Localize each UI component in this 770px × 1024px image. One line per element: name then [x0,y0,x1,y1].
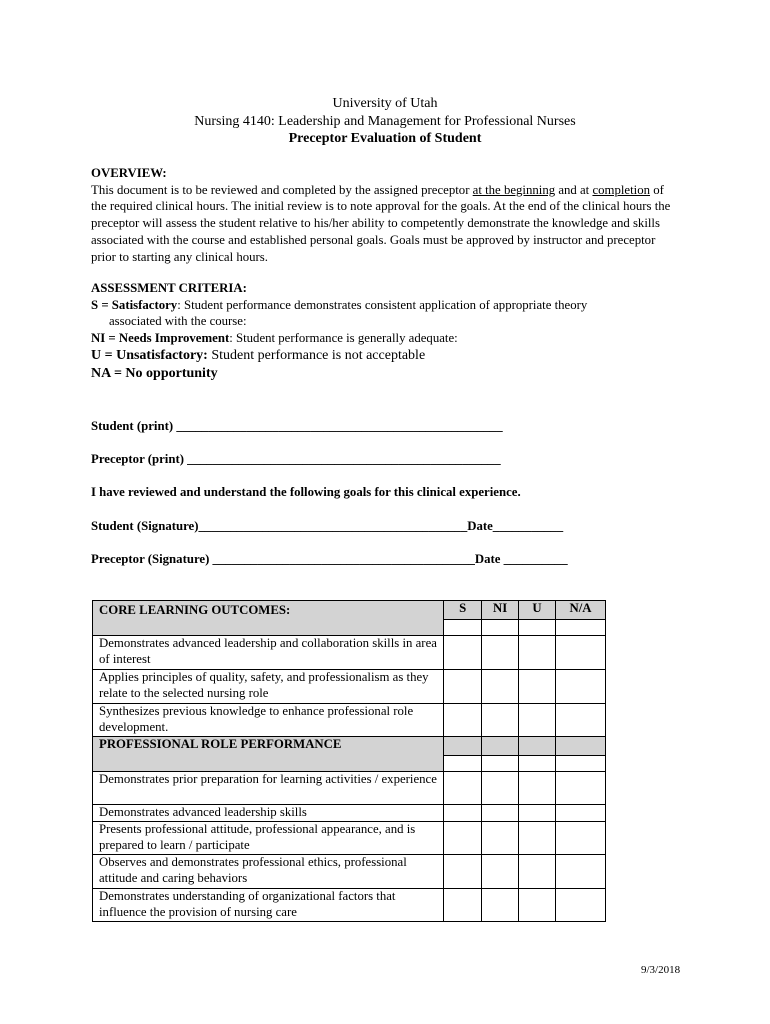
column-na: N/A [556,601,606,620]
rating-cell-u[interactable] [519,855,556,889]
course-title: Nursing 4140: Leadership and Management for Professional Nurses [194,113,576,129]
rating-cell-u[interactable] [519,636,556,670]
role-item: Presents professional attitude, professional appearance, and is prepared to learn / participate [93,822,444,855]
rating-cell-u[interactable] [519,805,556,822]
criteria-no-opportunity: NA = No opportunity [91,365,218,381]
column-s: S [444,601,482,620]
rating-cell-ni[interactable] [482,670,519,704]
table-row [93,889,606,922]
rating-cell-ni[interactable] [482,704,519,737]
table-row [93,670,606,704]
outcome-item: Synthesizes previous knowledge to enhance professional role development. [93,704,444,737]
role-performance-header-row [93,737,606,756]
rating-cell-ni[interactable] [482,805,519,822]
document-header [0,95,770,148]
table-row [93,704,606,737]
footer-date: 9/3/2018 [641,964,681,976]
table-row [93,805,606,822]
unsatisfactory-term: U = Unsatisfactory: [91,347,208,363]
overview-underline-beginning: at the beginning [472,182,556,197]
rating-cell-na[interactable] [556,636,606,670]
rating-cell-u[interactable] [519,772,556,805]
preceptor-signature-field[interactable]: Preceptor (Signature) _________________________________________Date __________ [91,552,568,566]
rating-cell-u[interactable] [519,670,556,704]
student-print-field[interactable]: Student (print) ___________________________________________________ [91,419,503,433]
evaluation-table [92,600,606,922]
rating-cell-na[interactable] [556,822,606,855]
university-name: University of Utah [332,96,438,111]
rating-cell-s[interactable] [444,855,482,889]
rating-cell-s[interactable] [444,772,482,805]
core-outcomes-header-row [93,601,606,620]
rating-cell-ni[interactable] [482,889,519,922]
rating-cell-u[interactable] [519,889,556,922]
table-row [93,822,606,855]
criteria-unsatisfactory [91,347,681,365]
rating-cell-s[interactable] [444,822,482,855]
core-outcomes-heading: CORE LEARNING OUTCOMES: [93,601,444,636]
form-title: Preceptor Evaluation of Student [288,131,482,146]
overview-underline-completion: completion [592,182,651,197]
rating-cell-na[interactable] [556,855,606,889]
table-row [93,855,606,889]
role-performance-heading: PROFESSIONAL ROLE PERFORMANCE [93,737,444,772]
role-item: Observes and demonstrates professional ethics, professional attitude and caring behaviors [93,855,444,889]
rating-cell-ni[interactable] [482,636,519,670]
acknowledgement-statement: I have reviewed and understand the following goals for this clinical experience. [91,485,521,499]
unsatisfactory-definition: Student performance is not acceptable [207,347,426,363]
rating-cell-s[interactable] [444,636,482,670]
role-item: Demonstrates prior preparation for learning activities / experience [93,772,444,805]
column-ni: NI [482,601,519,620]
role-item: Demonstrates advanced leadership skills [93,805,444,822]
overview-text-3: of the required clinical hours. The initial review is to note approval for the goals. At the end of the clinical hours the preceptor will assess the student relative to his/her ability to competently demonstrate the knowledge and skills associated with the course and established personal goals. Goals must be approved by instructor and preceptor prior to starting any clinical hours. [91,182,671,264]
criteria-needs-improvement [91,330,681,347]
rating-cell-na[interactable] [556,670,606,704]
preceptor-print-field[interactable]: Preceptor (print) _________________________________________________ [91,452,501,466]
rating-cell-s[interactable] [444,704,482,737]
rating-cell-na[interactable] [556,805,606,822]
criteria-satisfactory [91,297,681,314]
overview-text-1: This document is to be reviewed and completed by the assigned preceptor [91,182,473,197]
rating-cell-u[interactable] [519,822,556,855]
table-row [93,636,606,670]
needs-improvement-term: NI = Needs Improvement [91,331,230,346]
rating-cell-s[interactable] [444,889,482,922]
rating-cell-s[interactable] [444,805,482,822]
role-item: Demonstrates understanding of organizational factors that influence the provision of nursing care [93,889,444,922]
satisfactory-term: S = Satisfactory [91,297,178,312]
overview-heading: OVERVIEW: [91,166,167,180]
rating-cell-u[interactable] [519,704,556,737]
criteria-heading: ASSESSMENT CRITERIA: [91,281,247,295]
rating-cell-ni[interactable] [482,822,519,855]
rating-cell-na[interactable] [556,772,606,805]
column-u: U [519,601,556,620]
outcome-item: Applies principles of quality, safety, and professionalism as they relate to the selected nursing role [93,670,444,704]
table-row [93,772,606,805]
rating-cell-s[interactable] [444,670,482,704]
assessment-criteria-section [91,280,681,383]
outcome-item: Demonstrates advanced leadership and collaboration skills in area of interest [93,636,444,670]
overview-section [91,165,681,265]
student-signature-field[interactable]: Student (Signature)__________________________________________Date___________ [91,519,564,533]
satisfactory-continuation: associated with the course: [109,314,247,329]
satisfactory-definition: : Student performance demonstrates consistent application of appropriate theory [177,297,588,312]
rating-cell-na[interactable] [556,889,606,922]
rating-cell-ni[interactable] [482,772,519,805]
overview-text-2: and at [555,182,593,197]
rating-cell-ni[interactable] [482,855,519,889]
needs-improvement-definition: : Student performance is generally adequate: [229,331,458,346]
overview-paragraph [91,182,681,266]
rating-cell-na[interactable] [556,704,606,737]
